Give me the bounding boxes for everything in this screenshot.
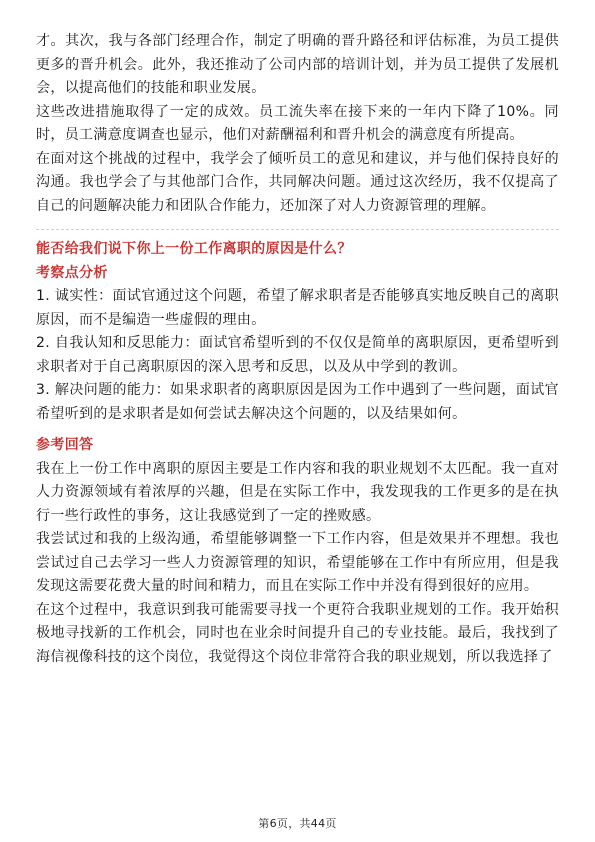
- body-paragraph: 这些改进措施取得了一定的成效。员工流失率在接下来的一年内下降了10%。同时，员工满意度调查也显示，他们对薪酬福利和晋升机会的满意度有所提高。: [36, 103, 559, 143]
- analysis-item: 1. 诚实性：面试官通过这个问题，希望了解求职者是否能够真实地反映自己的离职原因，而不是编造一些虚假的理由。: [36, 288, 559, 328]
- analysis-heading: 考察点分析: [36, 264, 108, 281]
- section-divider: [36, 229, 559, 230]
- answer-paragraph: 我尝试过和我的上级沟通，希望能够调整一下工作内容，但是效果并不理想。我也尝试过自己去学习一些人力资源管理的知识，希望能够在工作中有所应用，但是我发现这需要花费大量的时间和精力，而且在实际工作中并没有得到很好的应用。: [36, 531, 559, 594]
- answer-paragraph: 我在上一份工作中离职的原因主要是工作内容和我的职业规划不太匹配。我一直对人力资源领域有着浓厚的兴趣，但是在实际工作中，我发现我的工作更多的是在执行一些行政性的事务，这让我感觉到了一定的挫败感。: [36, 460, 559, 524]
- page-content: [36, 30, 559, 669]
- answer-heading: 参考回答: [36, 437, 94, 453]
- analysis-item: 3. 解决问题的能力：如果求职者的离职原因是因为工作中遇到了一些问题，面试官希望听到的是求职者是如何尝试去解决这个问题的，以及结果如何。: [36, 382, 559, 422]
- page-number: 第6页，共44页: [258, 817, 337, 830]
- body-paragraph: 才。其次，我与各部门经理合作，制定了明确的晋升路径和评估标准，为员工提供更多的晋升机会。此外，我还推动了公司内部的培训计划，并为员工提供了发展机会，以提高他们的技能和职业发展。: [36, 33, 559, 96]
- analysis-item: 2. 自我认知和反思能力：面试官希望听到的不仅仅是简单的离职原因，更希望听到求职者对于自己离职原因的深入思考和反思，以及从中学到的教训。: [36, 335, 559, 375]
- spacer: [36, 426, 559, 434]
- question-title: 能否给我们说下你上一份工作离职的原因是什么？: [36, 241, 352, 257]
- answer-paragraph: 在这个过程中，我意识到我可能需要寻找一个更符合我职业规划的工作。我开始积极地寻找新的工作机会，同时也在业余时间提升自己的专业技能。最后，我找到了海信视像科技的这个岗位，我觉得这个岗位非常符合我的职业规划，所以我选择了: [36, 601, 559, 665]
- body-paragraph: 在面对这个挑战的过程中，我学会了倾听员工的意见和建议，并与他们保持良好的沟通。我也学会了与其他部门合作，共同解决问题。通过这次经历，我不仅提高了自己的问题解决能力和团队合作能力，还加深了对人力资源管理的理解。: [36, 150, 559, 214]
